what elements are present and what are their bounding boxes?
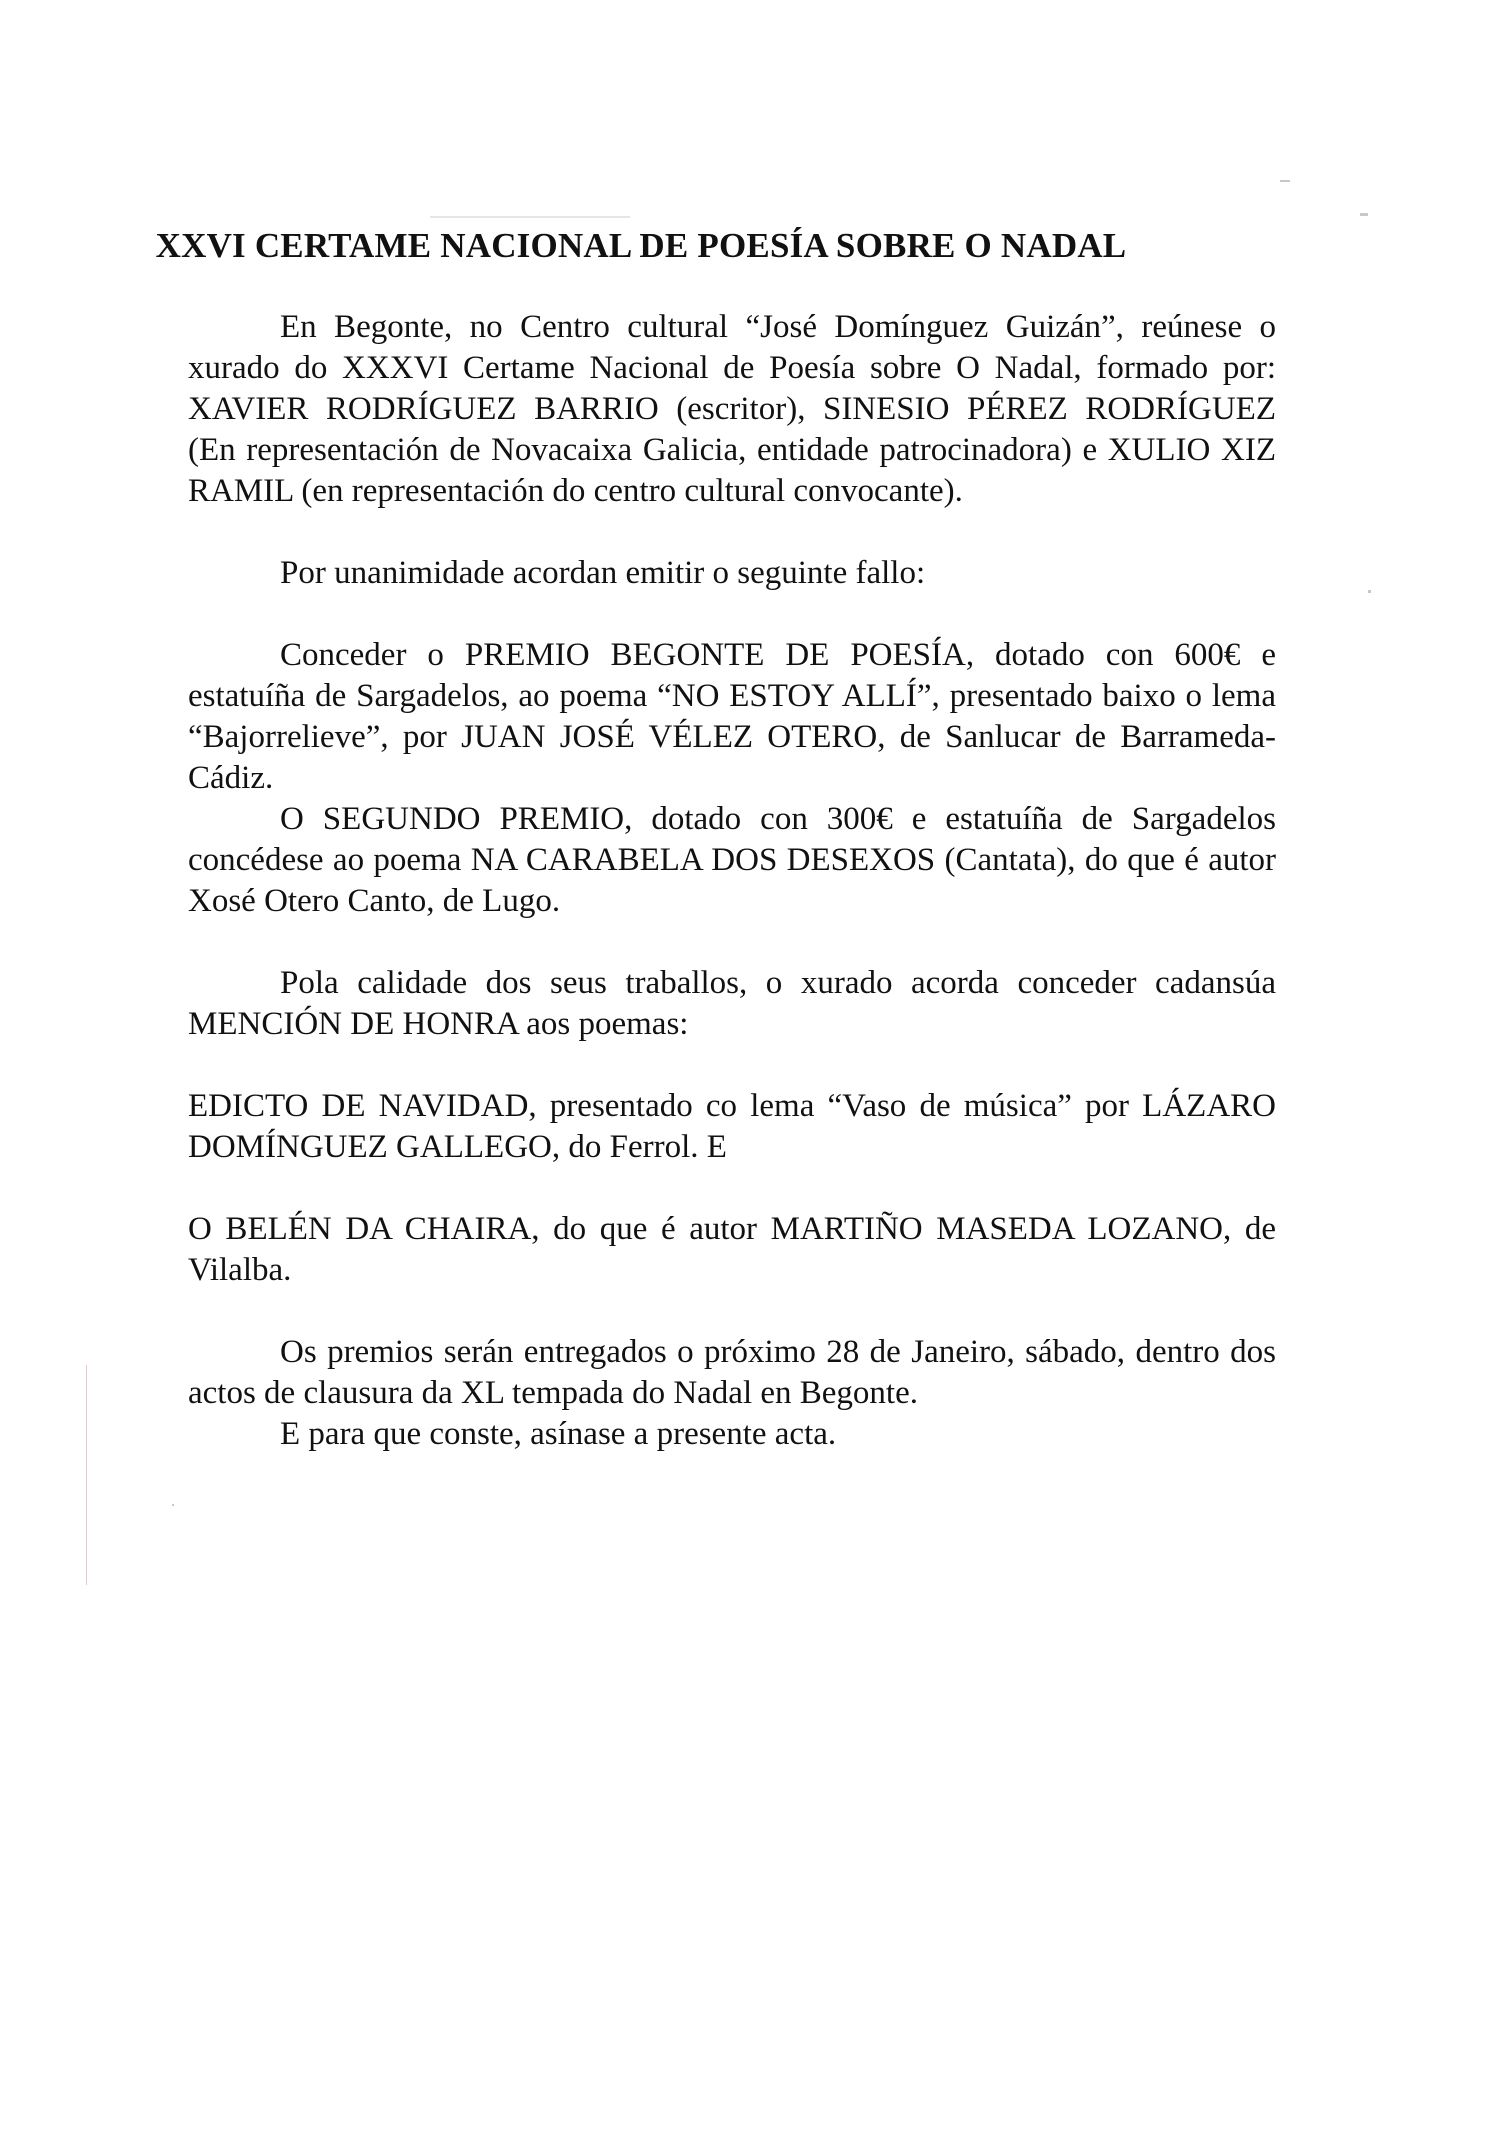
document-body [188, 307, 1276, 1455]
second-prize-paragraph: O SEGUNDO PREMIO, dotado con 300€ e estatuíña de Sargadelos concédese ao poema NA CARABELA DOS DESEXOS (Cantata), do que é autor Xosé Otero Canto, de Lugo. [188, 801, 1276, 919]
scan-artifact [1368, 590, 1371, 593]
scan-artifact [430, 216, 630, 218]
scan-margin-line [86, 1365, 87, 1585]
verdict-intro: Por unanimidade acordan emitir o seguinte fallo: [280, 555, 926, 591]
award-ceremony-paragraph: Os premios serán entregados o próximo 28 de Janeiro, sábado, dentro dos actos de clausura da XL tempada do Nadal en Begonte. [188, 1334, 1276, 1411]
jury-paragraph: En Begonte, no Centro cultural “José Domínguez Guizán”, reúnese o xurado do XXXVI Certame Nacional de Poesía sobre O Nadal, formado por: XAVIER RODRÍGUEZ BARRIO (escritor), SINESIO PÉREZ RODRÍGUEZ (En representación de Novacaixa Galicia, entidade patrocinadora) e XULIO XIZ RAMIL (en representación do centro cultural convocante). [188, 309, 1276, 509]
scan-artifact [1360, 213, 1368, 216]
honorable-mention-intro: Pola calidade dos seus traballos, o xurado acorda conceder cadansúa MENCIÓN DE HONRA aos poemas: [188, 965, 1276, 1042]
scan-artifact [1280, 180, 1290, 182]
scan-artifact [172, 1504, 174, 1506]
honorable-mention-1: EDICTO DE NAVIDAD, presentado co lema “Vaso de música” por LÁZARO DOMÍNGUEZ GALLEGO, do Ferrol. E [188, 1088, 1276, 1165]
first-prize-paragraph: Conceder o PREMIO BEGONTE DE POESÍA, dotado con 600€ e estatuíña de Sargadelos, ao poema “NO ESTOY ALLÍ”, presentado baixo o lema “Bajorrelieve”, por JUAN JOSÉ VÉLEZ OTERO, de Sanlucar de Barrameda-Cádiz. [188, 637, 1276, 796]
document-title: XXVI CERTAME NACIONAL DE POESÍA SOBRE O NADAL [155, 226, 1127, 265]
closing-line: E para que conste, asínase a presente acta. [280, 1416, 837, 1452]
honorable-mention-2: O BELÉN DA CHAIRA, do que é autor MARTIÑO MASEDA LOZANO, de Vilalba. [188, 1211, 1276, 1288]
